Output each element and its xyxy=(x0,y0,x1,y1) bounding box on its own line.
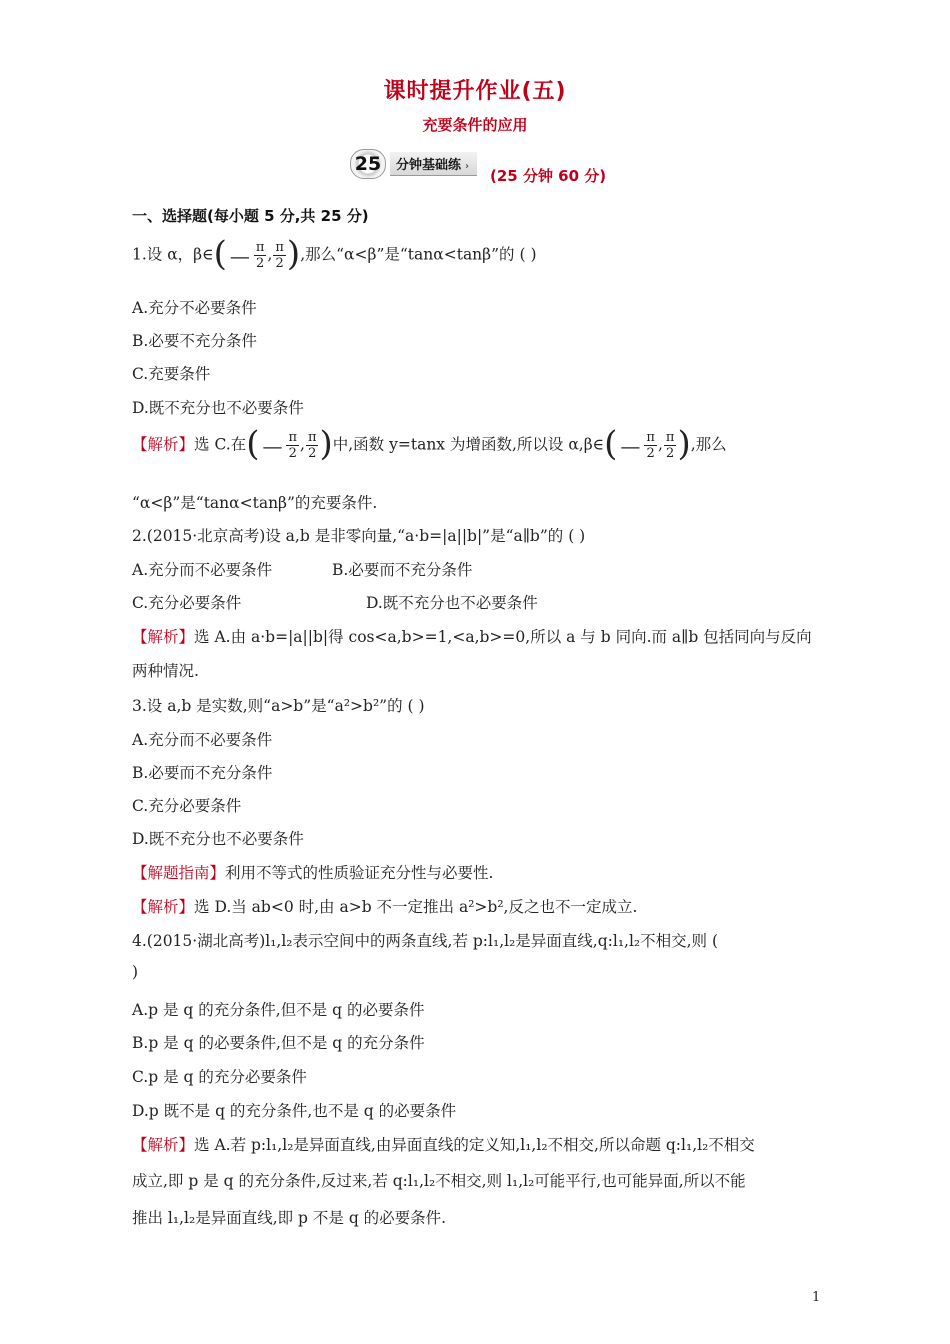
time-badge xyxy=(350,150,477,178)
q1-option-a: A.充分不必要条件 xyxy=(132,299,257,317)
q2-option-a: A.充分而不必要条件 xyxy=(132,561,273,579)
analysis-tag: 【解析】 xyxy=(132,898,195,916)
analysis-tag: 【解析】 xyxy=(132,435,195,454)
analysis-tag: 【解析】 xyxy=(132,1136,195,1154)
page-title: 课时提升作业(五) xyxy=(383,79,567,104)
section-heading: 一、选择题(每小题 5 分,共 25 分) xyxy=(132,207,369,225)
q2-option-c: C.充分必要条件 xyxy=(132,594,242,612)
q3-analysis: 【解析】选 D.当 ab<0 时,由 a>b 不一定推出 a²>b²,反之也不一定成立. xyxy=(132,898,638,916)
q1-option-b: B.必要不充分条件 xyxy=(132,332,257,350)
page-subtitle: 充要条件的应用 xyxy=(422,116,528,134)
badge-label: 分钟基础练 › xyxy=(390,152,477,176)
q2-option-b: B.必要而不充分条件 xyxy=(332,561,473,579)
q3-stem: 3.设 a,b 是实数,则“a>b”是“a²>b²”的 ( ) xyxy=(132,697,425,715)
q2-option-d: D.既不充分也不必要条件 xyxy=(366,594,538,612)
q1-analysis-line2: “α<β”是“tanα<tanβ”的充要条件. xyxy=(132,494,378,512)
q2-analysis-line2: 两种情况. xyxy=(132,662,199,680)
q3-option-a: A.充分而不必要条件 xyxy=(132,731,273,749)
q4-option-a: A.p 是 q 的充分条件,但不是 q 的必要条件 xyxy=(132,1001,425,1019)
q1-analysis: 【解析】选 C.在( — $\frac{\pi}{2}$ , $\frac{\pi}{2}$ )中,函数 y=tanx 为增函数,所以设 α,β∈( — $\frac{\pi}{2}$ , $\frac{\pi}{2}$ ),那么 xyxy=(132,423,727,464)
q1-frac-1: $\frac{\pi}{2}$ xyxy=(255,240,265,271)
q4-stem: 4.(2015·湖北高考)l₁,l₂表示空间中的两条直线,若 p:l₁,l₂是异面直线,q:l₁,l₂不相交,则 ( xyxy=(132,932,719,950)
q1-frac-2: $\frac{\pi}{2}$ xyxy=(275,240,284,271)
q3-option-d: D.既不充分也不必要条件 xyxy=(132,830,304,848)
q4-option-c: C.p 是 q 的充分必要条件 xyxy=(132,1068,307,1086)
analysis-tag: 【解析】 xyxy=(132,628,195,646)
q3-guide: 【解题指南】利用不等式的性质验证充分性与必要性. xyxy=(132,864,494,882)
q4-analysis-line2: 成立,即 p 是 q 的充分条件,反过来,若 q:l₁,l₂不相交,则 l₁,l₂可能平行,也可能异面,所以不能 xyxy=(132,1172,746,1190)
q2-analysis: 【解析】选 A.由 a·b=|a||b|得 cos<a,b>=1,<a,b>=0,所以 a 与 b 同向.而 a∥b 包括同向与反向 xyxy=(132,628,812,646)
guide-tag: 【解题指南】 xyxy=(132,864,226,882)
q1-option-d: D.既不充分也不必要条件 xyxy=(132,399,304,417)
badge-number: 25 xyxy=(350,149,386,179)
page-number: 1 xyxy=(812,1290,821,1305)
q4-option-b: B.p 是 q 的必要条件,但不是 q 的充分条件 xyxy=(132,1034,425,1052)
q1-option-c: C.充要条件 xyxy=(132,365,211,383)
q4-option-d: D.p 既不是 q 的充分条件,也不是 q 的必要条件 xyxy=(132,1102,457,1120)
q4-analysis: 【解析】选 A.若 p:l₁,l₂是异面直线,由异面直线的定义知,l₁,l₂不相交,所以命题 q:l₁,l₂不相交 xyxy=(132,1136,755,1154)
q3-option-c: C.充分必要条件 xyxy=(132,797,242,815)
q4-stem-line2: ) xyxy=(132,963,139,981)
q1-stem: 1.设 α，β∈( — $\frac{\pi}{2}$ , $\frac{\pi}{2}$ ),那么“α<β”是“tanα<tanβ”的 ( ) xyxy=(132,233,537,274)
timing-info: (25 分钟 60 分) xyxy=(490,167,607,185)
q4-analysis-line3: 推出 l₁,l₂是异面直线,即 p 不是 q 的必要条件. xyxy=(132,1209,447,1227)
q2-stem: 2.(2015·北京高考)设 a,b 是非零向量,“a·b=|a||b|”是“a∥b”的 ( ) xyxy=(132,527,586,545)
q3-option-b: B.必要而不充分条件 xyxy=(132,764,273,782)
